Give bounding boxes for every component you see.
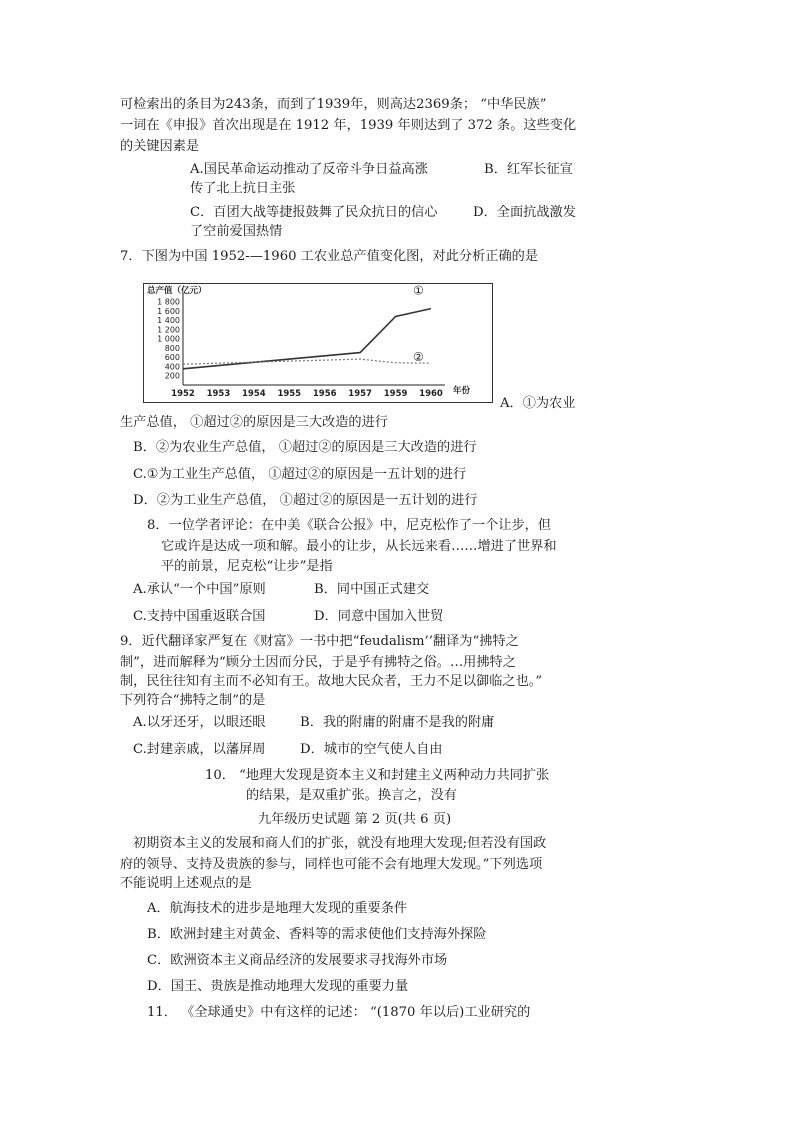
q9-option-b: B．我的附庸的附庸不是我的附庸: [300, 715, 495, 730]
q9-option-d: D．城市的空气使人自由: [300, 742, 443, 757]
output-value-line-chart: [143, 283, 493, 403]
q10-option-d: D．国王、贵族是推动地理大发现的重要力量: [147, 979, 409, 994]
series-label-2: ②: [413, 350, 424, 365]
q6-option-a: A.国民革命运动推动了反帝斗争日益高涨: [190, 162, 428, 177]
q8-stem-line-3: 平的前景，尼克松“让步”是指: [161, 559, 333, 574]
y-tick-label: 1 800: [157, 297, 180, 307]
q10-stem-line-3: 初期资本主义的发展和商人们的扩张，就没有地理大发现;但若没有国政: [133, 836, 547, 851]
q7-option-b: B．②为农业生产总值， ①超过②的原因是三大改造的进行: [133, 440, 477, 455]
q6-option-b-cont: 传了北上抗日主张: [190, 181, 296, 196]
y-tick-label: 600: [164, 353, 180, 363]
x-tick-label: 1956: [312, 389, 337, 399]
q9-stem-line-4: 下列符合“拂特之制”的是: [120, 693, 266, 708]
y-tick-label: 1 200: [157, 325, 180, 335]
y-tick-label: 1 000: [157, 334, 180, 344]
q6-option-b: B．红军长征宣: [484, 162, 573, 177]
q8-option-d: D．同意中国加入世贸: [314, 609, 444, 624]
q6-option-d: D．全面抗战激发: [473, 205, 576, 220]
x-tick-label: 1960: [419, 389, 443, 399]
q8-stem-line-2: 它或许是达成一项和解。最小的让步，从长远来看……增进了世界和: [161, 539, 557, 554]
q7-option-a: A．①为农业: [500, 396, 576, 411]
chart-y-axis-label: 总产值（亿元）: [147, 286, 207, 296]
q9-option-a: A.以牙还牙，以眼还眼: [133, 715, 266, 730]
chart-x-axis-label: 年份: [453, 386, 471, 396]
q10-stem-line-4: 府的领导、支持及贵族的参与，同样也可能不会有地理大发现。”下列选项: [120, 857, 543, 872]
q6-option-d-cont: 了空前爱国热情: [190, 224, 283, 239]
x-tick-label: 1954: [242, 389, 266, 399]
q8-option-b: B．同中国正式建交: [314, 582, 430, 597]
q10-option-a: A．航海技术的进步是地理大发现的重要条件: [147, 901, 408, 916]
q9-stem-line-1: 9．近代翻译家严复在《财富》一书中把“feudalism’’翻译为“拂特之: [120, 634, 519, 649]
q8-option-c: C.支持中国重返联合国: [133, 609, 266, 624]
q9-option-c: C.封建亲戚，以藩屏周: [133, 742, 266, 757]
x-tick-label: 1959: [383, 389, 408, 399]
q10-option-c: C．欧洲资本主义商品经济的发展要求寻找海外市场: [147, 953, 448, 968]
q6-stem-line-2: 一词在《申报》首次出现是在 1912 年，1939 年则达到了 372 条。这些变化: [120, 118, 577, 133]
y-tick-label: 1 600: [157, 306, 180, 316]
series-label-1: ①: [413, 283, 424, 298]
x-tick-label: 1957: [348, 389, 372, 399]
y-tick-label: 800: [164, 343, 180, 353]
q7-stem: 7．下图为中国 1952-—1960 工农业总产值变化图，对此分析正确的是: [120, 249, 539, 264]
q10-option-b: B．欧洲封建主对黄金、香料等的需求使他们支持海外探险: [147, 927, 487, 942]
q10-stem-line-1: 10． “地理大发现是资本主义和封建主义两种动力共同扩张: [205, 768, 550, 783]
y-tick-label: 200: [164, 371, 180, 381]
x-tick-label: 1955: [277, 389, 302, 399]
q9-stem-line-2: 制”，进而解释为“顾分土因而分民，于是乎有拂特之俗。…用拂特之: [120, 655, 516, 670]
q6-option-c: C．百团大战等捷报鼓舞了民众抗日的信心: [190, 205, 438, 220]
q7-option-a-cont: 生产总值， ①超过②的原因是三大改造的进行: [120, 415, 388, 430]
q7-option-c: C.①为工业生产总值， ①超过②的原因是一五计划的进行: [133, 467, 467, 482]
q7-option-d: D．②为工业生产总值， ①超过②的原因是一五计划的进行: [133, 493, 478, 508]
y-tick-label: 400: [164, 362, 180, 372]
q8-option-a: A.承认“一个中国”原则: [133, 582, 266, 597]
q8-stem-line-1: 8．一位学者评论：在中美《联合公报》中，尼克松作了一个让步，但: [147, 518, 552, 533]
page-footer: 九年级历史试题 第 2 页(共 6 页): [258, 812, 452, 827]
y-tick-label: 1 400: [157, 316, 180, 326]
q6-stem-line-3: 的关键因素是: [120, 139, 200, 154]
q6-stem-line-1: 可检索出的条目为243条，而到了1939年，则高达2369条； “中华民族”: [120, 97, 547, 112]
x-tick-label: 1953: [206, 389, 231, 399]
q10-stem-line-5: 不能说明上述观点的是: [120, 876, 252, 891]
q11-stem-line-1: 11． 《全球通史》中有这样的记述： “(1870 年以后)工业研究的: [147, 1005, 531, 1020]
x-tick-label: 1952: [171, 389, 195, 399]
q9-stem-line-3: 制，民往往知有主而不必知有王。故地大民众者，王力不足以御临之也。”: [120, 674, 543, 689]
q10-stem-line-2: 的结果，是双重扩张。换言之，没有: [246, 788, 457, 803]
